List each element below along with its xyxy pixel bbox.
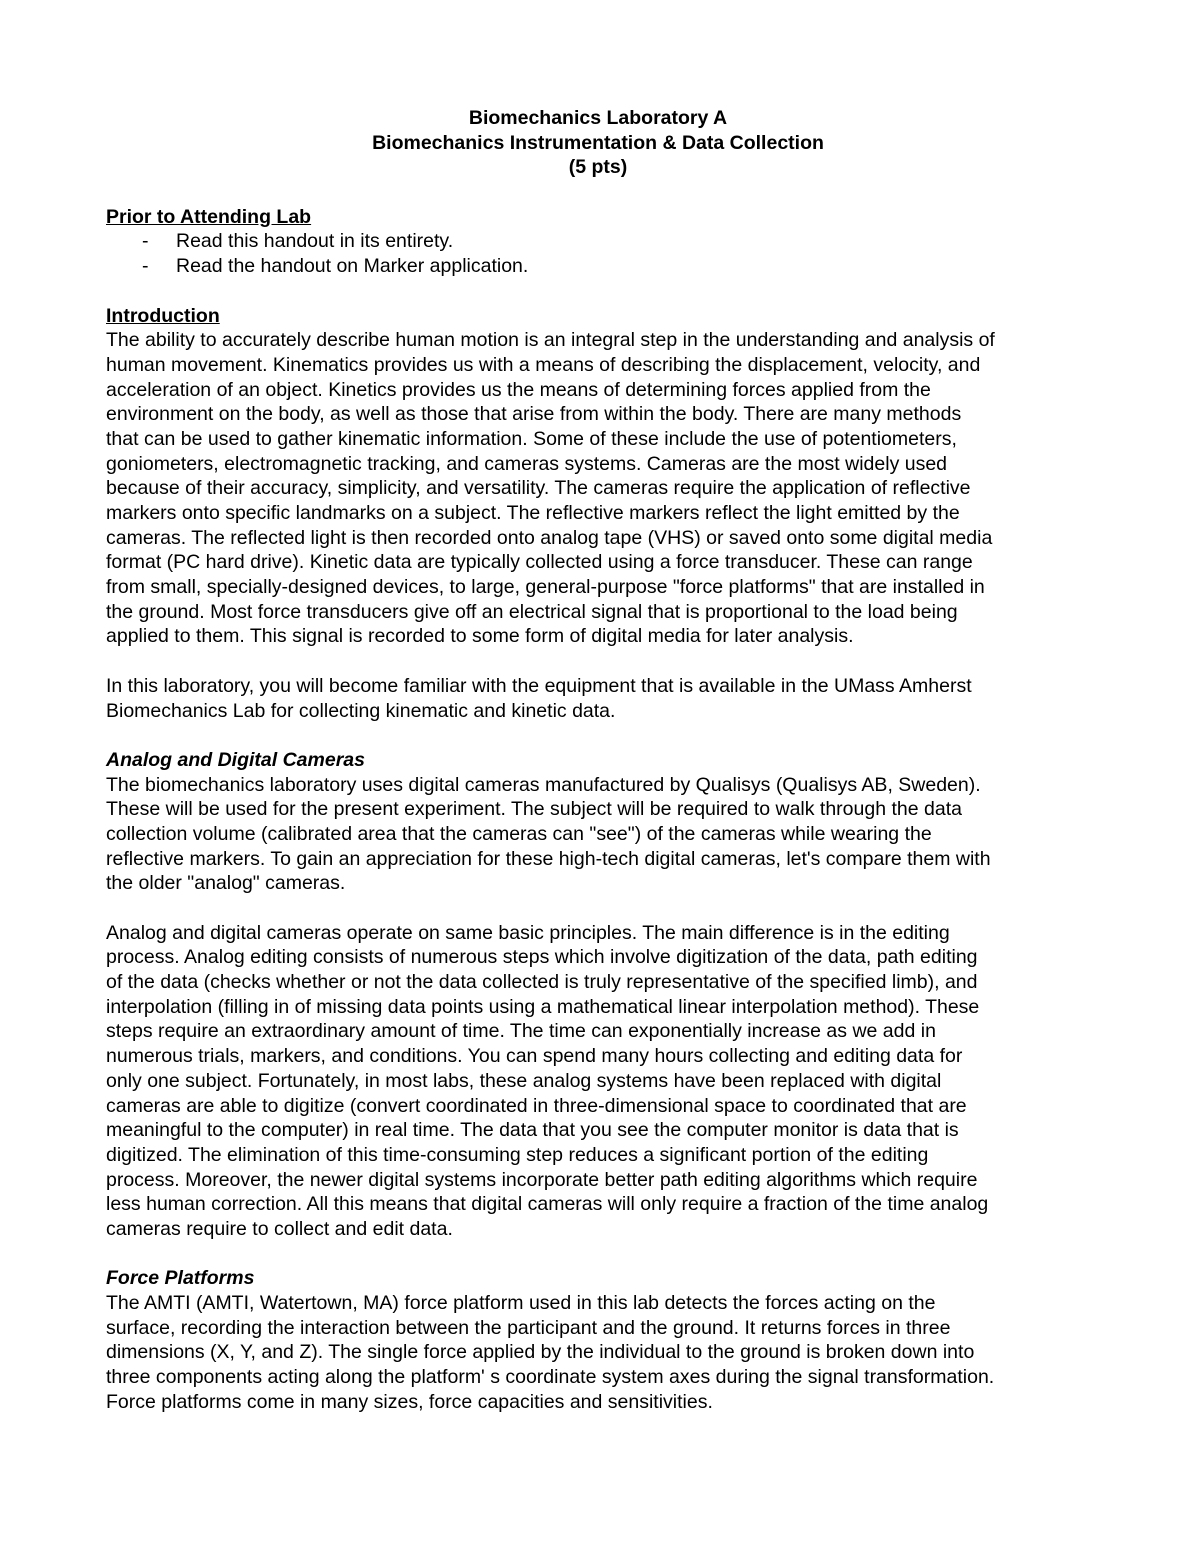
introduction-paragraph-2 bbox=[106, 674, 1096, 723]
cameras-section bbox=[106, 748, 1096, 1242]
document-title bbox=[100, 106, 1096, 180]
prior-section bbox=[106, 205, 1096, 279]
text-line: cameras require to collect and edit data. bbox=[106, 1217, 453, 1240]
text-line: dimensions (X, Y, and Z). The single force applied by the individual to the ground is broken down into bbox=[106, 1341, 975, 1364]
cameras-paragraph-2 bbox=[106, 921, 1096, 1242]
text-line: In this laboratory, you will become familiar with the equipment that is available in the UMass Amherst bbox=[106, 674, 972, 697]
text-line: meaningful to the computer) in real time. The data that you see the computer monitor is data that is bbox=[106, 1119, 959, 1142]
text-line: acceleration of an object. Kinetics provides us the means of determining forces applied from the bbox=[106, 378, 931, 401]
text-line: only one subject. Fortunately, in most labs, these analog systems have been replaced with digital bbox=[106, 1069, 942, 1092]
text-line: collection volume (calibrated area that the cameras can "see") of the cameras while wearing the bbox=[106, 822, 932, 845]
text-line: environment on the body, as well as those that arise from within the body. There are many methods bbox=[106, 403, 962, 426]
list-item bbox=[106, 254, 1096, 279]
text-line: from small, specially-designed devices, to large, general-purpose "force platforms" that are installed in bbox=[106, 576, 985, 599]
text-line: digitized. The elimination of this time-consuming step reduces a significant portion of the editing bbox=[106, 1143, 929, 1166]
title-line-3: (5 pts) bbox=[568, 156, 628, 179]
title-line-1: Biomechanics Laboratory A bbox=[468, 107, 728, 129]
force-heading: Force Platforms bbox=[106, 1267, 255, 1290]
introduction-paragraph-1 bbox=[106, 328, 1096, 649]
prior-list bbox=[106, 229, 1096, 278]
text-line: markers onto specific landmarks on a subject. The reflective markers reflect the light emitted by the bbox=[106, 502, 960, 524]
text-line: Analog and digital cameras operate on same basic principles. The main difference is in the editing bbox=[106, 921, 950, 944]
text-line: The biomechanics laboratory uses digital cameras manufactured by Qualisys (Qualisys AB, Sweden). bbox=[106, 773, 981, 796]
spacer bbox=[106, 279, 1096, 304]
text-line: of the data (checks whether or not the data collected is truly representative of the specified limb), and bbox=[106, 971, 978, 994]
text-line: applied to them. This signal is recorded to some form of digital media for later analysis. bbox=[106, 625, 854, 648]
text-line: Biomechanics Lab for collecting kinematic and kinetic data. bbox=[106, 699, 616, 722]
introduction-heading: Introduction bbox=[106, 304, 220, 327]
text-line: format (PC hard drive). Kinetic data are typically collected using a force transducer. These can range bbox=[106, 551, 973, 574]
spacer bbox=[106, 1242, 1096, 1267]
cameras-paragraph-1 bbox=[106, 773, 1096, 896]
list-dash: - bbox=[142, 230, 149, 253]
text-line: cameras. The reflected light is then recorded onto analog tape (VHS) or saved onto some digital media bbox=[106, 526, 993, 549]
text-line: because of their accuracy, simplicity, and versatility. The cameras require the application of reflective bbox=[106, 477, 971, 500]
text-line: the older "analog" cameras. bbox=[106, 872, 346, 895]
spacer bbox=[106, 723, 1096, 748]
text-line: three components acting along the platform' s coordinate system axes during the signal transformation. bbox=[106, 1366, 995, 1389]
text-line: surface, recording the interaction between the participant and the ground. It returns forces in three bbox=[106, 1316, 951, 1339]
text-line: reflective markers. To gain an appreciation for these high-tech digital cameras, let's compare them with bbox=[106, 847, 991, 870]
list-item-text: Read the handout on Marker application. bbox=[176, 255, 529, 278]
text-line: human movement. Kinematics provides us with a means of describing the displacement, velocity, and bbox=[106, 353, 981, 376]
text-line: process. Analog editing consists of numerous steps which involve digitization of the data, path editing bbox=[106, 946, 978, 969]
text-line: These will be used for the present experiment. The subject will be required to walk through the data bbox=[106, 798, 962, 821]
text-line: goniometers, electromagnetic tracking, and cameras systems. Cameras are the most widely used bbox=[106, 452, 948, 475]
spacer bbox=[106, 180, 1096, 205]
text-line: cameras are able to digitize (convert coordinated in three-dimensional space to coordinated that are bbox=[106, 1094, 967, 1117]
list-item-text: Read this handout in its entirety. bbox=[176, 230, 454, 253]
text-line: Force platforms come in many sizes, force capacities and sensitivities. bbox=[106, 1390, 713, 1413]
text-line: The AMTI (AMTI, Watertown, MA) force platform used in this lab detects the forces acting on the bbox=[106, 1292, 936, 1314]
spacer bbox=[106, 649, 1096, 674]
title-line-2: Biomechanics Instrumentation & Data Collection bbox=[372, 131, 824, 154]
spacer bbox=[106, 896, 1096, 921]
list-dash: - bbox=[142, 255, 149, 278]
text-line: the ground. Most force transducers give off an electrical signal that is proportional to the load being bbox=[106, 600, 958, 623]
force-section bbox=[106, 1266, 1096, 1414]
text-line: interpolation (filling in of missing data points using a mathematical linear interpolation method). These bbox=[106, 995, 980, 1018]
text-line: The ability to accurately describe human motion is an integral step in the understanding and analysis of bbox=[106, 329, 995, 352]
cameras-heading: Analog and Digital Cameras bbox=[106, 748, 365, 771]
introduction-section bbox=[106, 304, 1096, 724]
text-line: numerous trials, markers, and conditions. You can spend many hours collecting and editing data for bbox=[106, 1045, 963, 1068]
text-line: process. Moreover, the newer digital systems incorporate better path editing algorithms which require bbox=[106, 1168, 978, 1191]
text-line: that can be used to gather kinematic information. Some of these include the use of potentiometers, bbox=[106, 427, 957, 450]
text-line: steps require an extraordinary amount of time. The time can exponentially increase as we add in bbox=[106, 1020, 936, 1043]
text-line: less human correction. All this means that digital cameras will only require a fraction of the time analog bbox=[106, 1193, 989, 1216]
force-paragraph-1 bbox=[106, 1291, 1096, 1414]
prior-heading: Prior to Attending Lab bbox=[106, 205, 312, 228]
document-body bbox=[106, 106, 1096, 1414]
list-item bbox=[106, 229, 1096, 254]
